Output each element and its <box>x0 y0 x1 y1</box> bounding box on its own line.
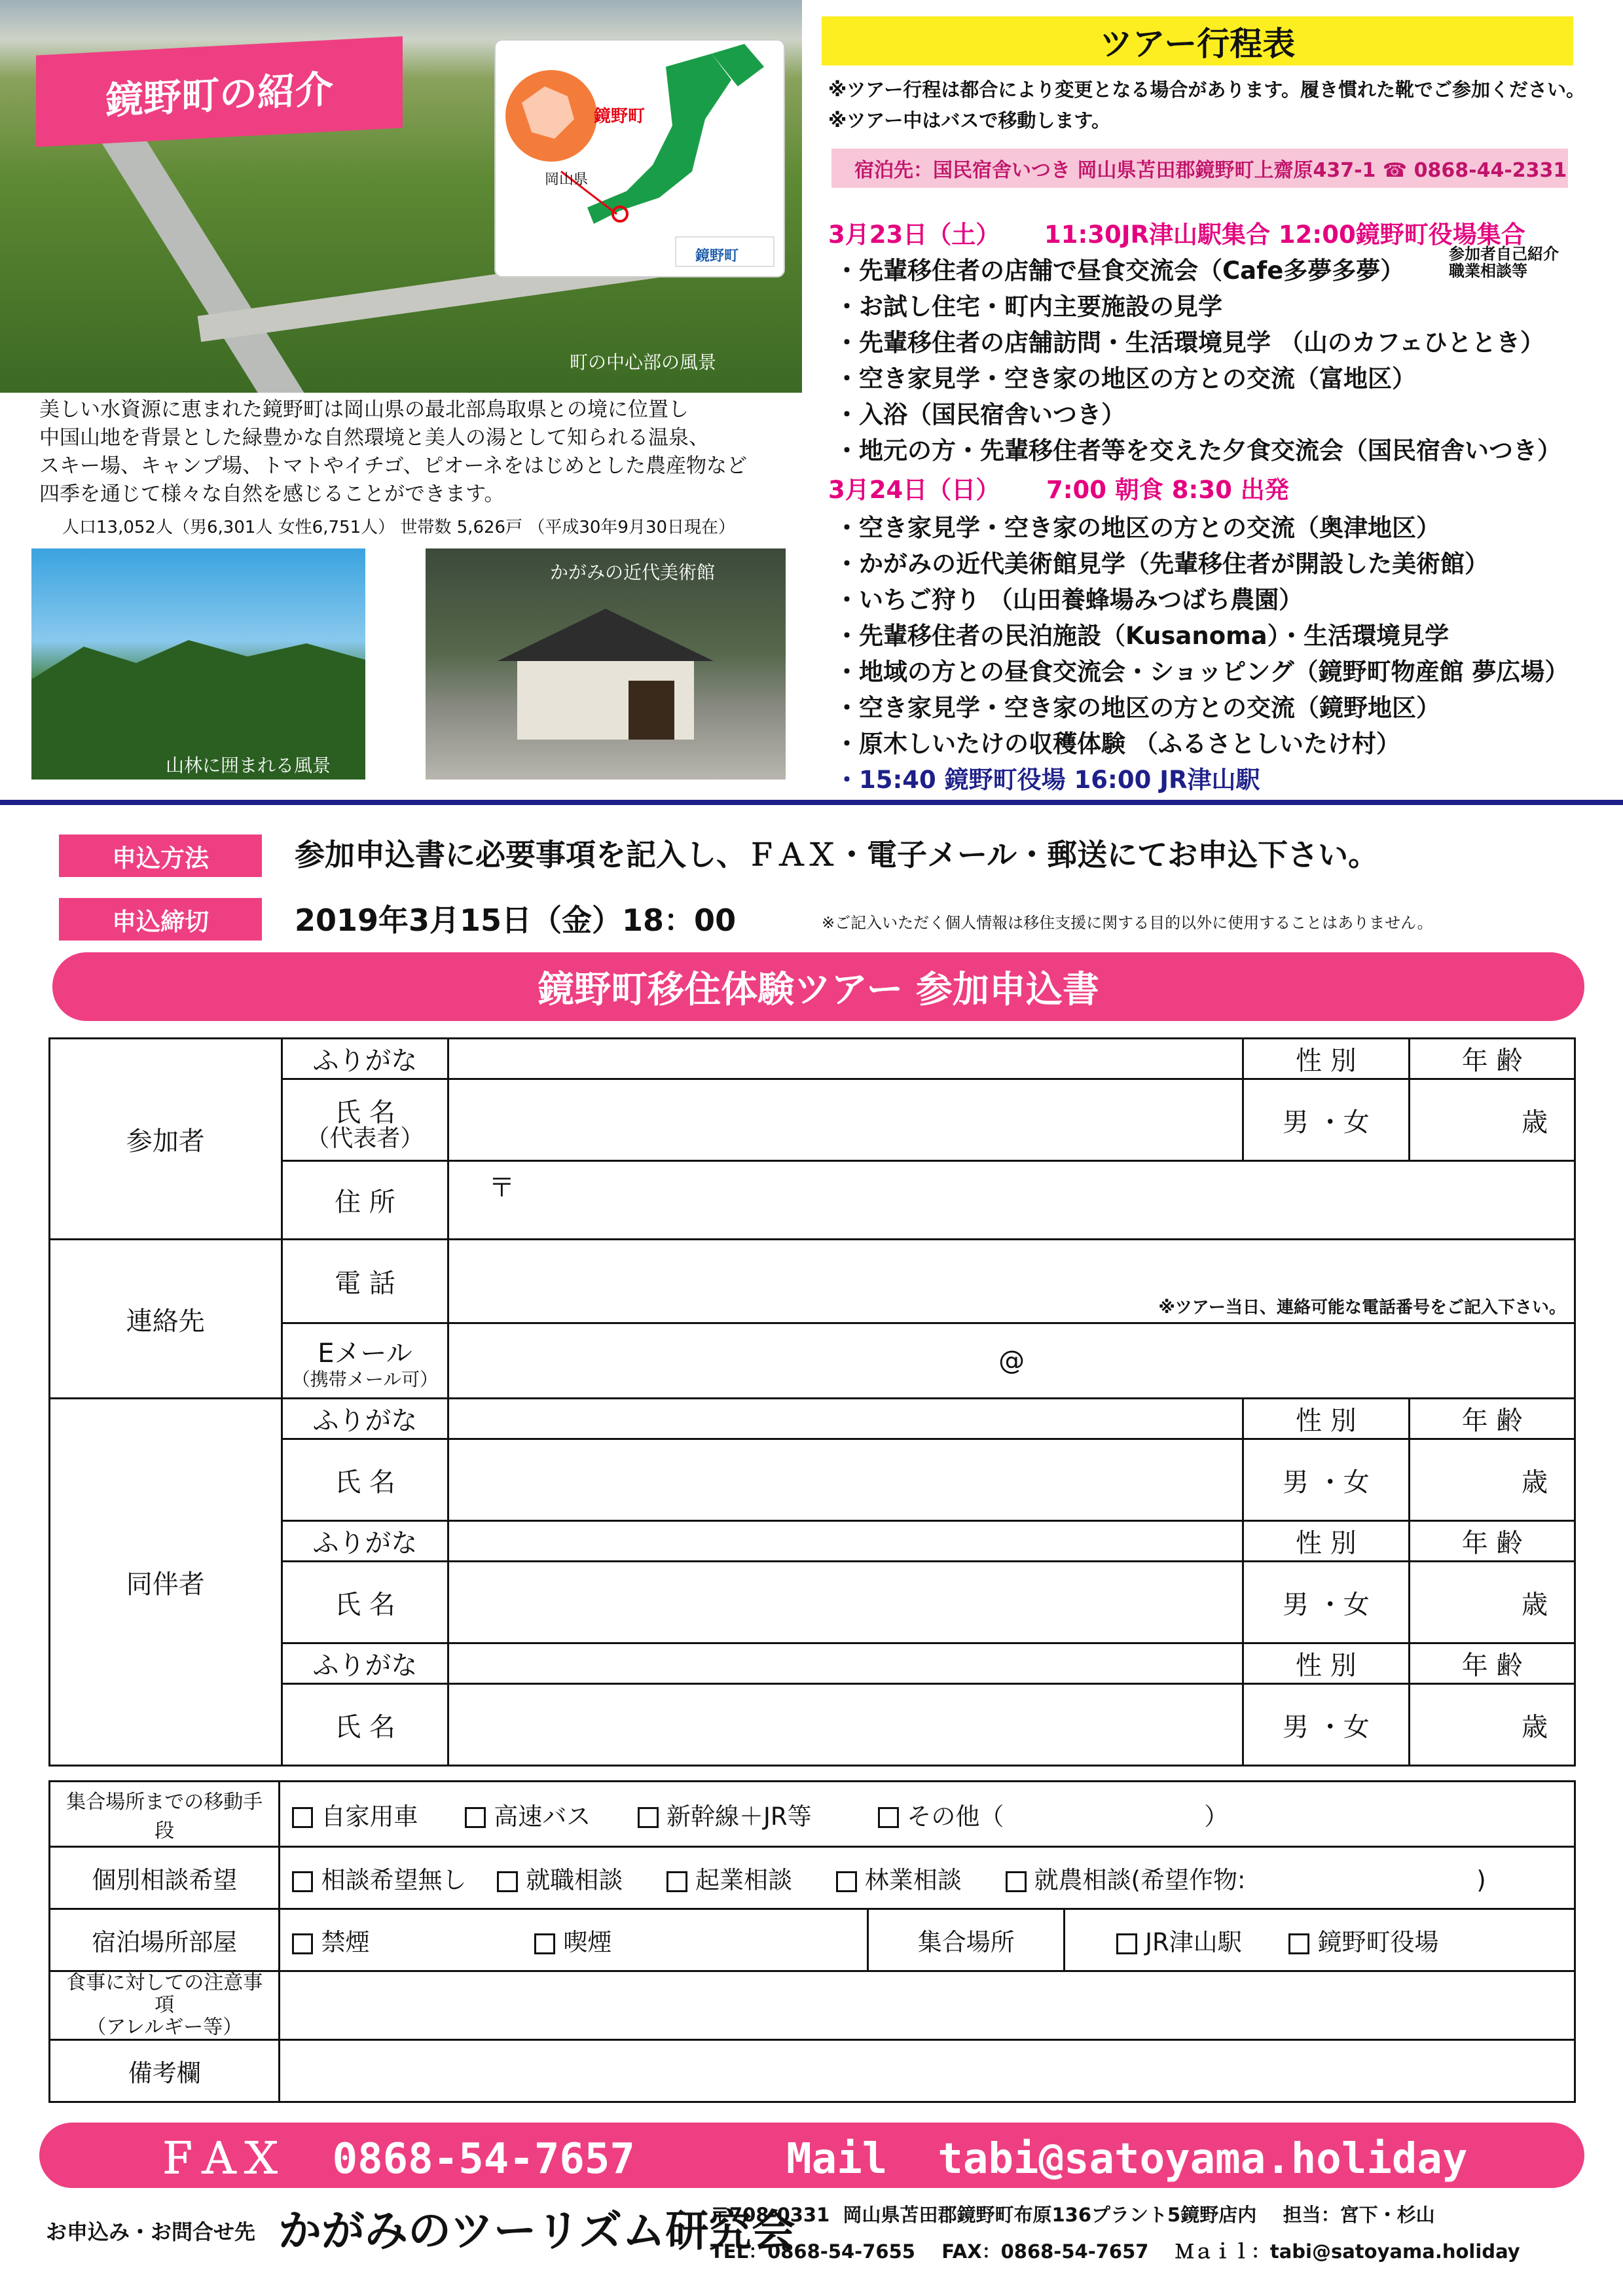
day2-date: 3月24日（日） <box>828 476 1000 504</box>
room-options <box>280 1909 868 1971</box>
age-field[interactable]: 歳 <box>1410 1079 1575 1161</box>
checkbox-icon <box>534 1933 555 1954</box>
option-text: 禁煙 <box>321 1928 370 1956</box>
furigana-field[interactable] <box>448 1399 1243 1439</box>
furigana-field[interactable] <box>448 1039 1243 1079</box>
option-text: 林業相談 <box>864 1866 962 1894</box>
transport-option[interactable] <box>878 1803 1228 1831</box>
map-town-label: 鏡野町 <box>594 107 646 126</box>
furigana-label: ふりがな <box>282 1521 448 1562</box>
checkbox-icon <box>292 1933 313 1954</box>
museum-building-icon <box>498 609 714 740</box>
furigana-label: ふりがな <box>282 1643 448 1684</box>
address-field[interactable]: 〒 <box>448 1161 1575 1240</box>
consult-option[interactable] <box>497 1866 623 1894</box>
day1-item: ・空き家見学・空き家の地区の方との交流（富地区） <box>835 365 1416 393</box>
gender-field[interactable]: 男 ・女 <box>1243 1439 1410 1521</box>
side-note-line: 職業相談等 <box>1449 262 1527 280</box>
option-text: JR津山駅 <box>1145 1928 1242 1956</box>
transport-option[interactable] <box>638 1803 812 1831</box>
consult-option[interactable] <box>292 1866 466 1894</box>
day1-item: ・お試し住宅・町内主要施設の見学 <box>835 293 1222 321</box>
email-field[interactable]: @ <box>448 1323 1575 1399</box>
option-text: 高速バス <box>494 1802 591 1831</box>
furigana-label: ふりがな <box>282 1039 448 1079</box>
checkbox-icon <box>1116 1933 1137 1954</box>
contact-label: 連絡先 <box>50 1240 282 1399</box>
day2-item: ・原木しいたけの収穫体験 （ふるさとしいたけ村） <box>835 730 1400 758</box>
return-line: ・15:40 鏡野町役場 16:00 JR津山駅 <box>835 766 1260 794</box>
checkbox-icon <box>292 1807 313 1828</box>
meal-label-line: 食事に対しての注意事項 <box>66 1971 263 2017</box>
checkbox-icon <box>666 1871 687 1892</box>
day2-item: ・空き家見学・空き家の地区の方との交流（鏡野地区） <box>835 694 1440 722</box>
gender-header: 性 別 <box>1243 1521 1410 1562</box>
phone-label: 電 話 <box>282 1240 448 1323</box>
day2-item: ・空き家見学・空き家の地区の方との交流（奥津地区） <box>835 514 1440 542</box>
option-text: 新幹線＋JR等 <box>666 1802 812 1831</box>
day1-date: 3月23日（土） <box>828 221 1000 249</box>
transport-options <box>280 1782 1575 1847</box>
day1-item: ・先輩移住者の店舗訪問・生活環境見学 （山のカフェひととき） <box>835 329 1545 357</box>
room-label: 宿泊場所部屋 <box>50 1909 280 1971</box>
gender-header: 性 別 <box>1243 1643 1410 1684</box>
day1-meet: 11:30JR津山駅集合 12:00鏡野町役場集合 <box>1044 221 1525 249</box>
companion-label: 同伴者 <box>50 1399 282 1766</box>
method-label: 申込方法 <box>59 834 262 877</box>
schedule-note: ※ツアー行程は都合により変更となる場合があります。履き慣れた靴でご参加ください。 <box>828 79 1586 101</box>
application-table <box>48 1037 1576 1767</box>
photo2-caption: 山林に囲まれる風景 <box>166 755 331 776</box>
day1-item: ・入浴（国民宿舎いつき） <box>835 401 1125 429</box>
side-note-line: 参加者自己紹介 <box>1449 245 1559 263</box>
meal-label <box>50 1971 280 2040</box>
stay-bar: 宿泊先：国民宿舎いつき 岡山県苫田郡鏡野町上齋原437-1 ☎ 0868-44-2331 <box>831 149 1568 188</box>
checkbox-icon <box>836 1871 857 1892</box>
deadline-text: 2019年3月15日（金）18：00 <box>295 903 737 938</box>
email-text: Eメール <box>318 1338 412 1369</box>
org-contacts: TEL：0868-54-7655 FAX：0868-54-7657 Ｍａｉｌ：tabi@satoyama.holiday <box>710 2240 1520 2263</box>
name-field[interactable] <box>448 1562 1243 1643</box>
org-name: かがみのツーリズム研究会 <box>278 2206 795 2256</box>
name-label: 氏 名 <box>282 1562 448 1643</box>
gender-field[interactable]: 男 ・女 <box>1243 1684 1410 1766</box>
phone-note: ※ツアー当日、連絡可能な電話番号をご記入下さい。 <box>1158 1298 1566 1318</box>
contact-label: お申込み・お問合せ先 <box>46 2219 256 2244</box>
name-field[interactable] <box>448 1079 1243 1161</box>
consult-option[interactable] <box>1006 1866 1486 1894</box>
room-option[interactable] <box>534 1928 611 1956</box>
age-field[interactable]: 歳 <box>1410 1684 1575 1766</box>
option-text: 起業相談 <box>695 1866 793 1894</box>
consult-option[interactable] <box>836 1866 962 1894</box>
day2-item: ・先輩移住者の民泊施設（Kusanoma）・生活環境見学 <box>835 622 1450 650</box>
day1-item: ・先輩移住者の店舗で昼食交流会（Cafe多夢多夢） <box>835 257 1405 285</box>
deadline-label: 申込締切 <box>59 898 262 941</box>
age-header: 年 齢 <box>1410 1399 1575 1439</box>
checkbox-icon <box>638 1807 659 1828</box>
transport-option[interactable] <box>465 1803 591 1831</box>
name-label <box>282 1079 448 1161</box>
checkbox-icon <box>1288 1933 1309 1954</box>
form-title: 鏡野町移住体験ツアー 参加申込書 <box>52 952 1584 1021</box>
consult-options <box>280 1847 1575 1909</box>
schedule-note: ※ツアー中はバスで移動します。 <box>828 109 1111 132</box>
checkbox-icon <box>497 1871 518 1892</box>
mountain-shape <box>31 548 365 780</box>
map-logo: 鏡野町 <box>695 248 739 264</box>
map-pref-label: 岡山県 <box>545 171 589 188</box>
email-label <box>282 1323 448 1399</box>
option-text: 相談希望無し <box>321 1866 467 1894</box>
transport-label: 集合場所までの移動手段 <box>50 1782 280 1847</box>
participant-label: 参加者 <box>50 1039 282 1240</box>
name-label: 氏 名 <box>282 1439 448 1521</box>
option-text: 就農相談(希望作物: ) <box>1034 1866 1486 1894</box>
japan-map-card <box>494 39 785 278</box>
consult-label: 個別相談希望 <box>50 1847 280 1909</box>
org-address: 〒708-0331 岡山県苫田郡鏡野町布原136プラント5鏡野店内 担当：宮下・杉山 <box>710 2204 1435 2226</box>
day2-meet: 7:00 朝食 8:30 出発 <box>1046 476 1289 504</box>
age-header: 年 齢 <box>1410 1643 1575 1684</box>
intro-line: スキー場、キャンプ場、トマトやイチゴ、ピオーネをはじめとした農産物など <box>39 454 747 478</box>
room-option[interactable] <box>292 1928 369 1956</box>
phone-field[interactable] <box>448 1240 1575 1323</box>
day2-item: ・いちご狩り （山田養蜂場みつばち農園） <box>835 586 1304 614</box>
meal-label-line: （アレルギー等） <box>86 2016 243 2039</box>
option-text: 喫煙 <box>563 1928 612 1956</box>
age-header: 年 齢 <box>1410 1039 1575 1079</box>
name-field[interactable] <box>448 1684 1243 1766</box>
transport-option[interactable] <box>292 1803 418 1831</box>
schedule-title: ツアー行程表 <box>822 16 1573 65</box>
highway-shape <box>98 117 340 393</box>
intro-line: 美しい水資源に恵まれた鏡野町は岡山県の最北部鳥取県との境に位置し <box>39 398 689 422</box>
photo3-caption: かがみの近代美術館 <box>550 562 716 583</box>
day1-side-note <box>1449 245 1559 279</box>
section-divider <box>0 800 1623 805</box>
checkbox-icon <box>878 1807 899 1828</box>
age-field[interactable]: 歳 <box>1410 1562 1575 1643</box>
intro-banner: 鏡野町の紹介 <box>36 36 403 147</box>
meet-option[interactable] <box>1288 1928 1438 1956</box>
intro-line: 四季を通じて様々な自然を感じることができます。 <box>39 482 505 506</box>
day2-item: ・かがみの近代美術館見学（先輩移住者が開設した美術館） <box>835 550 1489 578</box>
checkbox-icon <box>1006 1871 1027 1892</box>
method-text: 参加申込書に必要事項を記入し、ＦＡＸ・電子メール・郵送にてお申込下さい。 <box>295 837 1379 872</box>
consult-option[interactable] <box>666 1866 792 1894</box>
checkbox-icon <box>292 1871 313 1892</box>
checkbox-icon <box>465 1807 486 1828</box>
privacy-note: ※ご記入いただく個人情報は移住支援に関する目的以外に使用することはありません。 <box>822 914 1433 932</box>
option-text: その他（ ） <box>907 1802 1229 1831</box>
gender-field[interactable]: 男 ・女 <box>1243 1079 1410 1161</box>
fax-mail-bar: ＦＡＸ 0868-54-7657 Mail tabi@satoyama.holiday <box>39 2123 1584 2188</box>
day2-item: ・地域の方との昼食交流会・ショッピング（鏡野町物産館 夢広場） <box>835 658 1569 686</box>
option-text: 鏡野町役場 <box>1317 1928 1439 1956</box>
name-label: 氏 名 <box>282 1684 448 1766</box>
day1-item: ・地元の方・先輩移住者等を交えた夕食交流会（国民宿舎いつき） <box>835 437 1561 465</box>
option-text: 就職相談 <box>526 1866 623 1894</box>
gender-header: 性 別 <box>1243 1039 1410 1079</box>
option-text: 自家用車 <box>321 1802 418 1831</box>
day2-list <box>835 508 1569 796</box>
meal-field[interactable] <box>280 1971 1575 2040</box>
japan-map-icon <box>496 41 784 276</box>
photo1-caption: 町の中心部の風景 <box>570 351 717 373</box>
name-text: 氏 名 <box>335 1097 395 1128</box>
meet-options <box>1065 1909 1575 1971</box>
address-label: 住 所 <box>282 1161 448 1240</box>
gender-header: 性 別 <box>1243 1399 1410 1439</box>
day1-list <box>835 251 1561 467</box>
rep-text: （代表者） <box>306 1124 424 1152</box>
email-sub: （携帯メール可） <box>291 1368 439 1390</box>
remarks-field[interactable] <box>280 2040 1575 2102</box>
age-header: 年 齢 <box>1410 1521 1575 1562</box>
furigana-field[interactable] <box>448 1521 1243 1562</box>
furigana-label: ふりがな <box>282 1399 448 1439</box>
intro-text <box>39 396 792 509</box>
meet-label: 集合場所 <box>868 1909 1065 1971</box>
options-table <box>48 1780 1576 2103</box>
mountain-photo <box>31 548 365 780</box>
meet-option[interactable] <box>1116 1928 1242 1956</box>
name-field[interactable] <box>448 1439 1243 1521</box>
remarks-label: 備考欄 <box>50 2040 280 2102</box>
gender-field[interactable]: 男 ・女 <box>1243 1562 1410 1643</box>
age-field[interactable]: 歳 <box>1410 1439 1575 1521</box>
furigana-field[interactable] <box>448 1643 1243 1684</box>
intro-line: 中国山地を背景とした緑豊かな自然環境と美人の湯として知られる温泉、 <box>39 426 709 450</box>
population-text: 人口13,052人（男6,301人 女性6,751人） 世帯数 5,626戸 （平成30年9月30日現在） <box>62 518 736 537</box>
